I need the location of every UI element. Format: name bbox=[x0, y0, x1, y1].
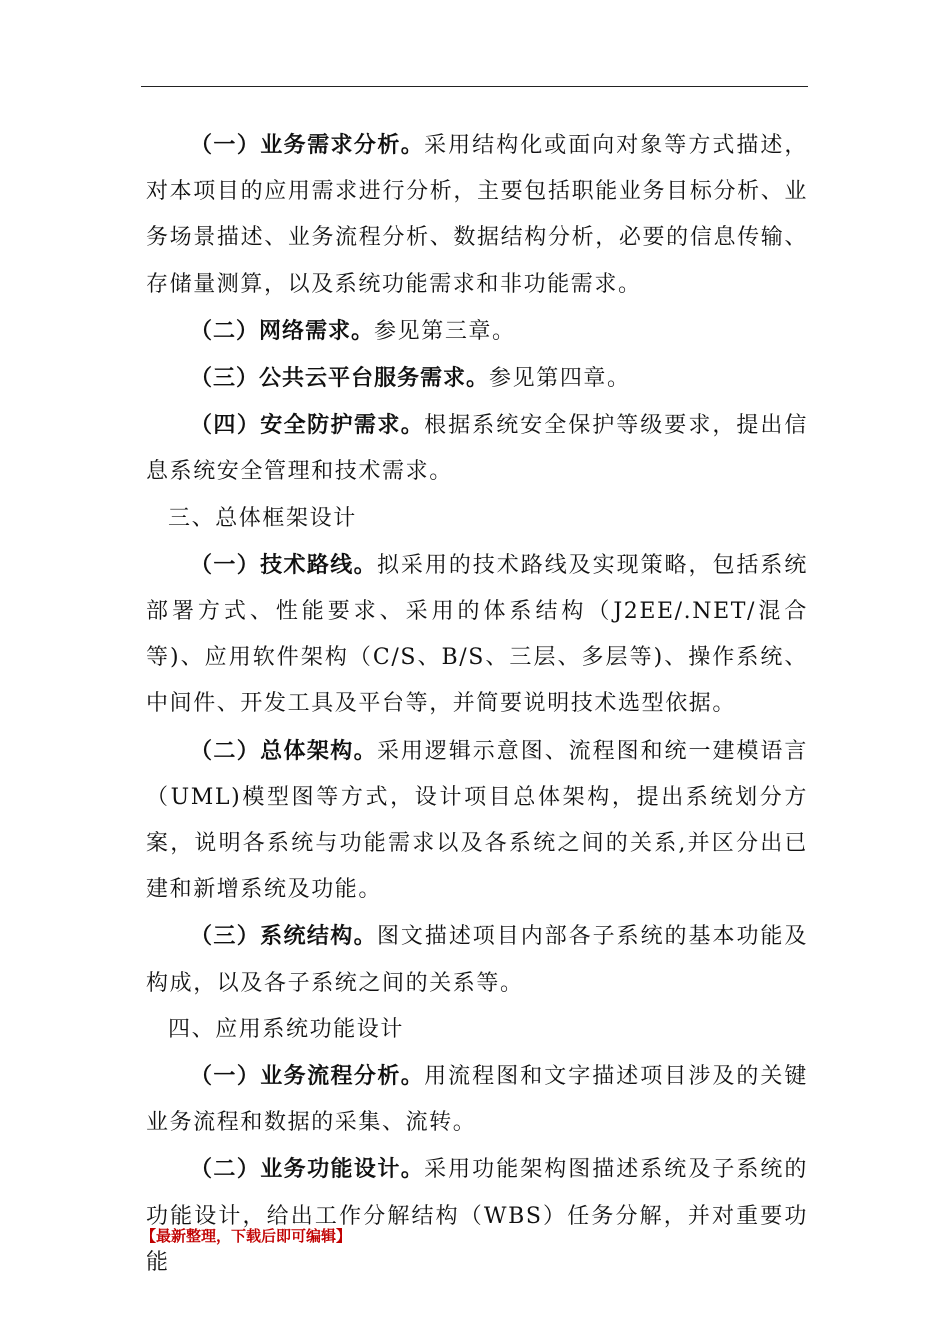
paragraph-network-requirements bbox=[146, 308, 808, 355]
paragraph-business-requirements bbox=[146, 122, 808, 308]
paragraph-security-requirements bbox=[146, 402, 808, 495]
paragraph-text: 采用结构化或面向对象等方式描述，对本项目的应用需求进行分析，主要包括职能业务目标分析、业务场景描述、业务流程分析、数据结构分析，必要的信息传输、存储量测算，以及系统功能需求和非功能需求。 bbox=[146, 133, 808, 297]
paragraph-lead: （一）业务流程分析。 bbox=[190, 1063, 425, 1090]
section-heading-text: 三、总体框架设计 bbox=[168, 505, 357, 531]
document-body bbox=[146, 122, 808, 1286]
paragraph-text: 根据系统安全保护等级要求，提出信息系统安全管理和技术需求。 bbox=[146, 413, 808, 485]
paragraph-text: 用流程图和文字描述项目涉及的关键业务流程和数据的采集、流转。 bbox=[146, 1064, 808, 1136]
paragraph-lead: （二）总体架构。 bbox=[190, 737, 377, 764]
header-rule bbox=[141, 86, 808, 87]
paragraph-text: 采用逻辑示意图、流程图和统一建模语言（UML)模型图等方式，设计项目总体架构，提出系统划分方案，说明各系统与功能需求以及各系统之间的关系,并区分出已建和新增系统及功能。 bbox=[146, 738, 808, 903]
paragraph-system-structure bbox=[146, 913, 808, 1006]
footer-note: 【最新整理，下载后即可编辑】 bbox=[141, 1227, 352, 1245]
paragraph-text: 采用功能架构图描述系统及子系统的功能设计，给出工作分解结构（WBS）任务分解，并对重要功能 bbox=[146, 1157, 808, 1275]
paragraph-lead: （一）业务需求分析。 bbox=[190, 132, 425, 158]
paragraph-text: 参见第三章。 bbox=[374, 318, 516, 344]
paragraph-lead: （二）网络需求。 bbox=[190, 317, 375, 344]
paragraph-text: 图文描述项目内部各子系统的基本功能及构成，以及各子系统之间的关系等。 bbox=[146, 924, 808, 996]
paragraph-business-process bbox=[146, 1053, 808, 1146]
paragraph-lead: （三）系统结构。 bbox=[190, 923, 377, 950]
section-heading-framework bbox=[146, 496, 808, 542]
paragraph-lead: （一）技术路线。 bbox=[190, 551, 377, 578]
paragraph-overall-architecture bbox=[146, 728, 808, 914]
paragraph-business-function bbox=[146, 1146, 808, 1286]
paragraph-technical-route bbox=[146, 542, 808, 728]
section-heading-functional-design bbox=[146, 1007, 808, 1053]
paragraph-text: 拟采用的技术路线及实现策略，包括系统部署方式、性能要求、采用的体系结构（J2EE/.NET/混合等)、应用软件架构（C/S、B/S、三层、多层等)、操作系统、中间件、开发工具及平台等，并简要说明技术选型依据。 bbox=[146, 552, 808, 717]
section-heading-text: 四、应用系统功能设计 bbox=[168, 1016, 405, 1042]
paragraph-cloud-requirements bbox=[146, 355, 808, 402]
paragraph-text: 参见第四章。 bbox=[489, 366, 631, 392]
paragraph-lead: （三）公共云平台服务需求。 bbox=[190, 365, 490, 392]
paragraph-lead: （四）安全防护需求。 bbox=[190, 412, 425, 439]
paragraph-lead: （二）业务功能设计。 bbox=[190, 1156, 425, 1183]
